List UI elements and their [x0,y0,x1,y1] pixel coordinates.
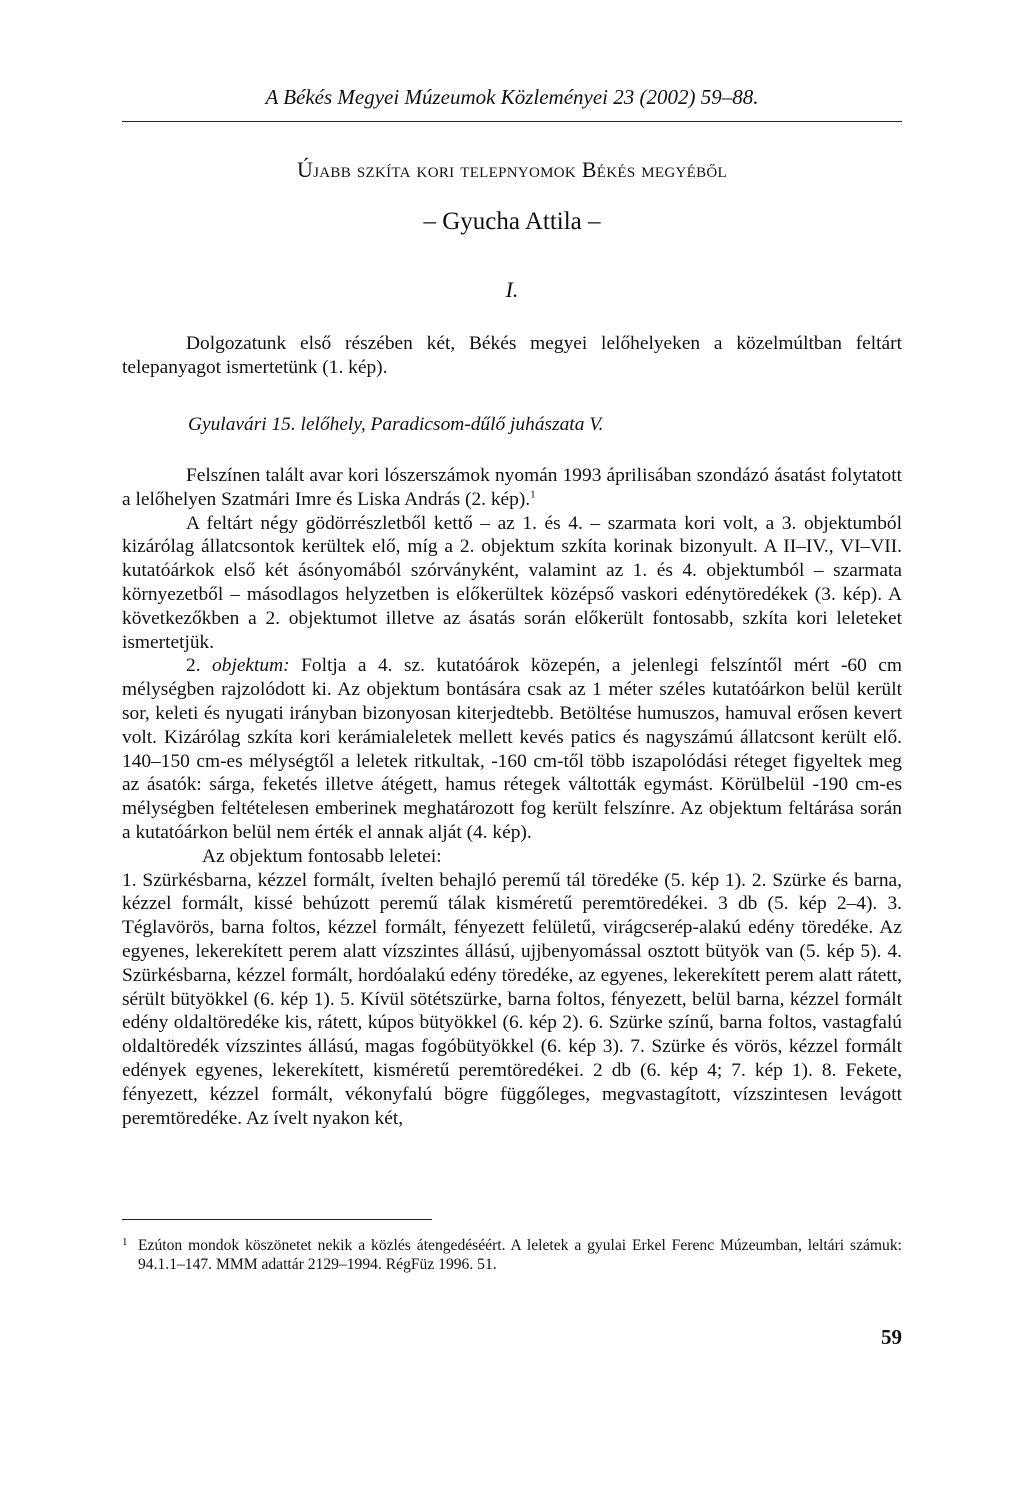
article-title: Újabb szkíta kori telepnyomok Békés megyéből [296,157,728,182]
paragraph-2: A feltárt négy gödörrészletből kettő – az 1. és 4. – szarmata kori volt, a 3. objektumból kizárólag állatcsontok kerültek elő, míg a 2. objektum szkíta korinak bizonyult. A II–IV., VI–VII. kutatóárkok első két ásónyomából szórványként, valamint az 1. és 4. objektumból – szarmata környezetből – másodlagos helyzetben is előkerültek középső vaskori edénytöredékek (3. kép). A következőkben a 2. objektumot illetve az ásatás során előkerült fontosabb, szkíta kori leleteket ismertetjük. [122,512,902,653]
paragraph-1 [122,464,902,512]
section-number: I. [505,277,519,302]
author-name: – Gyucha Attila – [423,208,601,235]
footnote-reference[interactable]: 1 [530,488,536,501]
intro-paragraph: Dolgozatunk első részében két, Békés megyei lelőhelyeken a közelmúltban feltárt telepanyagot ismertetünk (1. kép). [122,333,902,378]
site-heading: Gyulavári 15. lelőhely, Paradicsom-dűlő juhászata V. [188,414,604,435]
paragraph-3 [122,654,902,844]
footnote [122,1236,902,1274]
header-rule [122,121,902,122]
paragraph-3-lead: 2. [186,655,213,677]
footnote-text: Ezúton mondok köszönetet nekik a közlés átengedéséért. A leletek a gyulai Erkel Ferenc Múzeumban, leltári számuk: 94.1.1–147. MMM adattár 2129–1994. RégFüz 1996. 51. [138,1237,902,1273]
page-number: 59 [881,1325,902,1349]
footnote-rule [122,1219,432,1220]
main-text [122,464,902,1130]
paragraph-1-text: Felszínen talált avar kori lószerszámok nyomán 1993 áprilisában szondázó ásatást folytatott a lelőhelyen Szatmári Imre és Liska András (2. kép). [122,465,902,510]
footnote-mark: 1 [122,1236,128,1248]
intro-block [122,332,902,380]
finds-list: 1. Szürkésbarna, kézzel formált, ívelten behajló peremű tál töredéke (5. kép 1). 2. Szürke és barna, kézzel formált, kissé behúzott peremű tálak kisméretű peremtöredékei. 3 db (5. kép 2–4). 3. Téglavörös, barna foltos, kézzel formált, fényezett felületű, virágcserép-alakú edény töredéke. Az egyenes, lekerekített perem alatt vízszintes állású, ujjbenyomással osztott bütyök van (5. kép 5). 4. Szürkésbarna, kézzel formált, hordóalakú edény töredéke, az egyenes, lekerekített perem alatt rátett, sérült bütyökkel (6. kép 1). 5. Kívül sötétszürke, barna foltos, fényezett, belül barna, kézzel formált edény oldaltöredéke kis, rátett, kúpos bütyökkel (6. kép 2). 6. Szürke színű, barna foltos, vastagfalú oldaltöredék vízszintes állású, magas fogóbütyökkel (6. kép 3). 7. Szürke és vörös, kézzel formált edények egyenes, lekerekített, kisméretű peremtöredékei. 2 db (6. kép 4; 7. kép 1). 8. Fekete, fényezett, kézzel formált, vékonyfalú bögre függőleges, megvastagított, vízszintesen levágott peremtöredéke. Az ívelt nyakon két, [122,869,902,1129]
finds-heading: Az objektum fontosabb leletei: [202,845,442,867]
running-head: A Békés Megyei Múzeumok Közleményei 23 (2002) 59–88. [265,85,759,109]
paragraph-3-text: Foltja a 4. sz. kutatóárok közepén, a jelenlegi felszíntől mért -60 cm mélységben rajzolódott ki. Az objektum bontására csak az 1 méter széles kutatóárkon belül került sor, keleti és nyugati irányban bizonyosan kiterjedtebb. Betöltése humuszos, hamuval erősen kevert volt. Kizárólag szkíta kori kerámialeletek mellett kevés patics és nagyszámú állatcsont került elő. 140–150 cm-es mélységtől a leletek ritkultak, -160 cm-től több iszapolódási réteget figyeltek meg az ásatók: sárga, feketés illetve átégett, hamus rétegek váltották egymást. Körülbelül -190 cm-es mélységben feltételesen emberinek meghatározott fog került felszínre. Az objektum feltárása során a kutatóárkon belül nem érték el annak alját (4. kép). [122,655,902,843]
object-label: objektum: [212,655,290,677]
